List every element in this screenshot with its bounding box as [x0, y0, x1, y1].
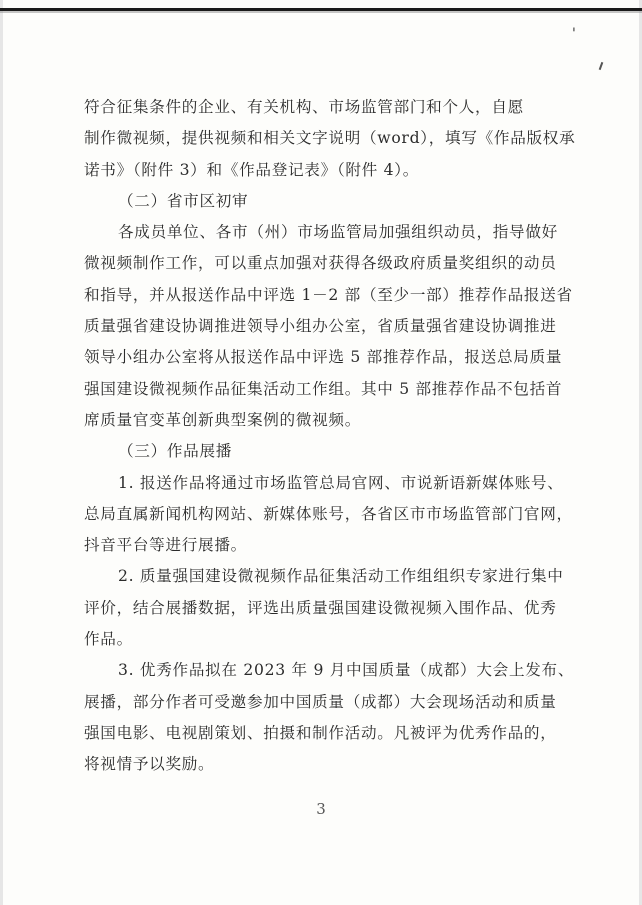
text-line: 作品。 [84, 630, 133, 649]
text-line: 领导小组办公室将从报送作品中评选 5 部推荐作品，报送总局质量 [84, 348, 563, 367]
text-line: 展播，部分作者可受邀参加中国质量（成都）大会现场活动和质量 [84, 692, 557, 711]
scan-top-rule-shadow [0, 11, 642, 13]
text-line: 符合征集条件的企业、有关机构、市场监管部门和个人，自愿 [84, 98, 524, 116]
document-body [84, 92, 588, 781]
text-line: 强国电影、电视剧策划、拍摄和制作活动。凡被评为优秀作品的， [84, 723, 557, 742]
text-line: 将视情予以奖励。 [84, 755, 215, 774]
text-line: 2. 质量强国建设微视频作品征集活动工作组组织专家进行集中 [118, 567, 564, 586]
section-heading: （二）省市区初审 [118, 191, 249, 210]
text-line: 质量强省建设协调推进领导小组办公室，省质量强省建设协调推进 [84, 317, 557, 336]
text-line: 总局直属新闻机构网站、新媒体账号，各省区市市场监管部门官网， [84, 504, 573, 523]
page-number: 3 [316, 800, 326, 818]
corner-mark: ' [572, 26, 576, 42]
text-line: 席质量官变革创新典型案例的微视频。 [84, 410, 361, 429]
text-line: 抖音平台等进行展播。 [84, 536, 247, 555]
edge-tick-mark [599, 62, 604, 70]
text-line: 各成员单位、各市（州）市场监管局加强组织动员，指导做好 [118, 223, 558, 242]
text-line: 微视频制作工作，可以重点加强对获得各级政府质量奖组织的动员 [84, 254, 557, 273]
text-line: 3. 优秀作品拟在 2023 年 9 月中国质量（成都）大会上发布、 [118, 661, 575, 680]
text-line: 和指导，并从报送作品中评选 1－2 部（至少一部）推荐作品报送省 [84, 285, 573, 304]
section-heading: （三）作品展播 [118, 442, 233, 461]
text-line: 制作微视频，提供视频和相关文字说明（word），填写《作品版权承 [84, 129, 576, 148]
text-line: 强国建设微视频作品征集活动工作组。其中 5 部推荐作品不包括首 [84, 379, 563, 398]
text-line: 1. 报送作品将通过市场监管总局官网、市说新语新媒体账号、 [118, 473, 564, 492]
page-left-edge [0, 0, 3, 905]
text-line: 评价，结合展播数据，评选出质量强国建设微视频入围作品、优秀 [84, 598, 557, 617]
text-line: 诺书》（附件 3）和《作品登记表》（附件 4）。 [84, 160, 420, 179]
